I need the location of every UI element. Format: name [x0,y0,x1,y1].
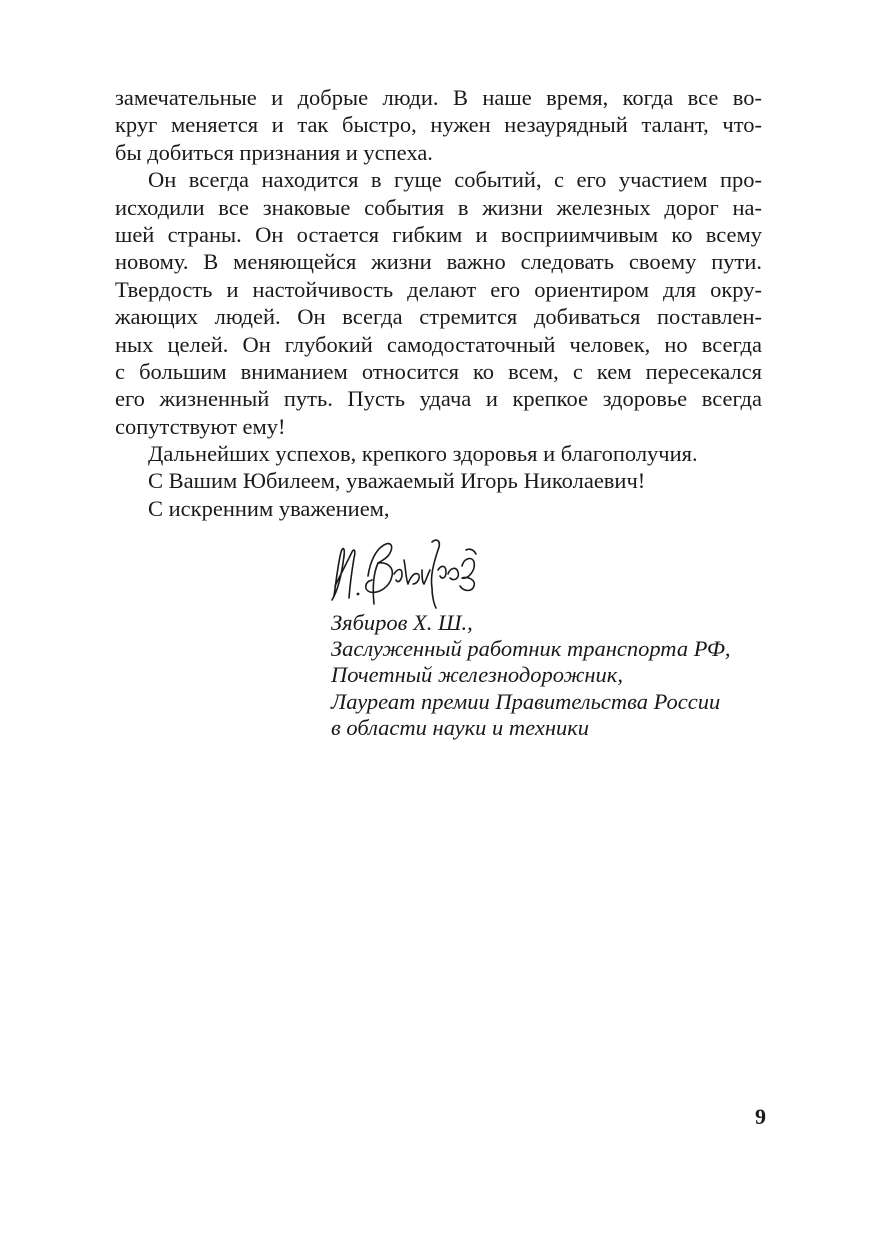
body-line: Он всегда находится в гуще событий, с его участием про- [148,167,762,193]
body-line: исходили все знаковые события в жизни железных дорог на- [115,194,762,220]
body-line: с большим вниманием относится ко всем, с кем пересекался [115,358,762,384]
body-line: бы добиться признания и успеха. [115,139,433,165]
letter-body [115,84,762,522]
body-line: его жизненный путь. Пусть удача и крепкое здоровье всегда [115,386,762,412]
signer-title: Заслуженный работник транспорта РФ, [331,636,731,662]
signer-title: Лауреат премии Правительства России [331,688,721,714]
body-line: С искренним уважением, [148,495,390,521]
body-line: новому. В меняющейся жизни важно следовать своему пути. [115,249,762,275]
body-line: сопутствуют ему! [115,413,286,439]
handwritten-signature [318,530,498,615]
body-line: жающих людей. Он всегда стремится добиваться поставлен- [115,304,762,330]
signer-title: Почетный железнодорожник, [331,662,623,688]
body-line: круг меняется и так быстро, нужен незаурядный талант, что- [115,112,762,138]
body-line: замечательные и добрые люди. В наше время, когда все во- [115,85,762,110]
signer-title: в области науки и техники [331,714,590,740]
body-line: Дальнейших успехов, крепкого здоровья и благополучия. [148,441,698,467]
page-number: 9 [755,1104,766,1129]
body-line: шей страны. Он остается гибким и восприимчивым ко всему [115,221,762,247]
body-line: ных целей. Он глубокий самодостаточный человек, но всегда [115,331,762,357]
body-line: С Вашим Юбилеем, уважаемый Игорь Николаевич! [148,468,646,494]
signature-block [331,610,771,741]
body-line: Твердость и настойчивость делают его ориентиром для окру- [115,276,762,302]
signer-name: Зябиров Х. Ш., [331,610,473,635]
